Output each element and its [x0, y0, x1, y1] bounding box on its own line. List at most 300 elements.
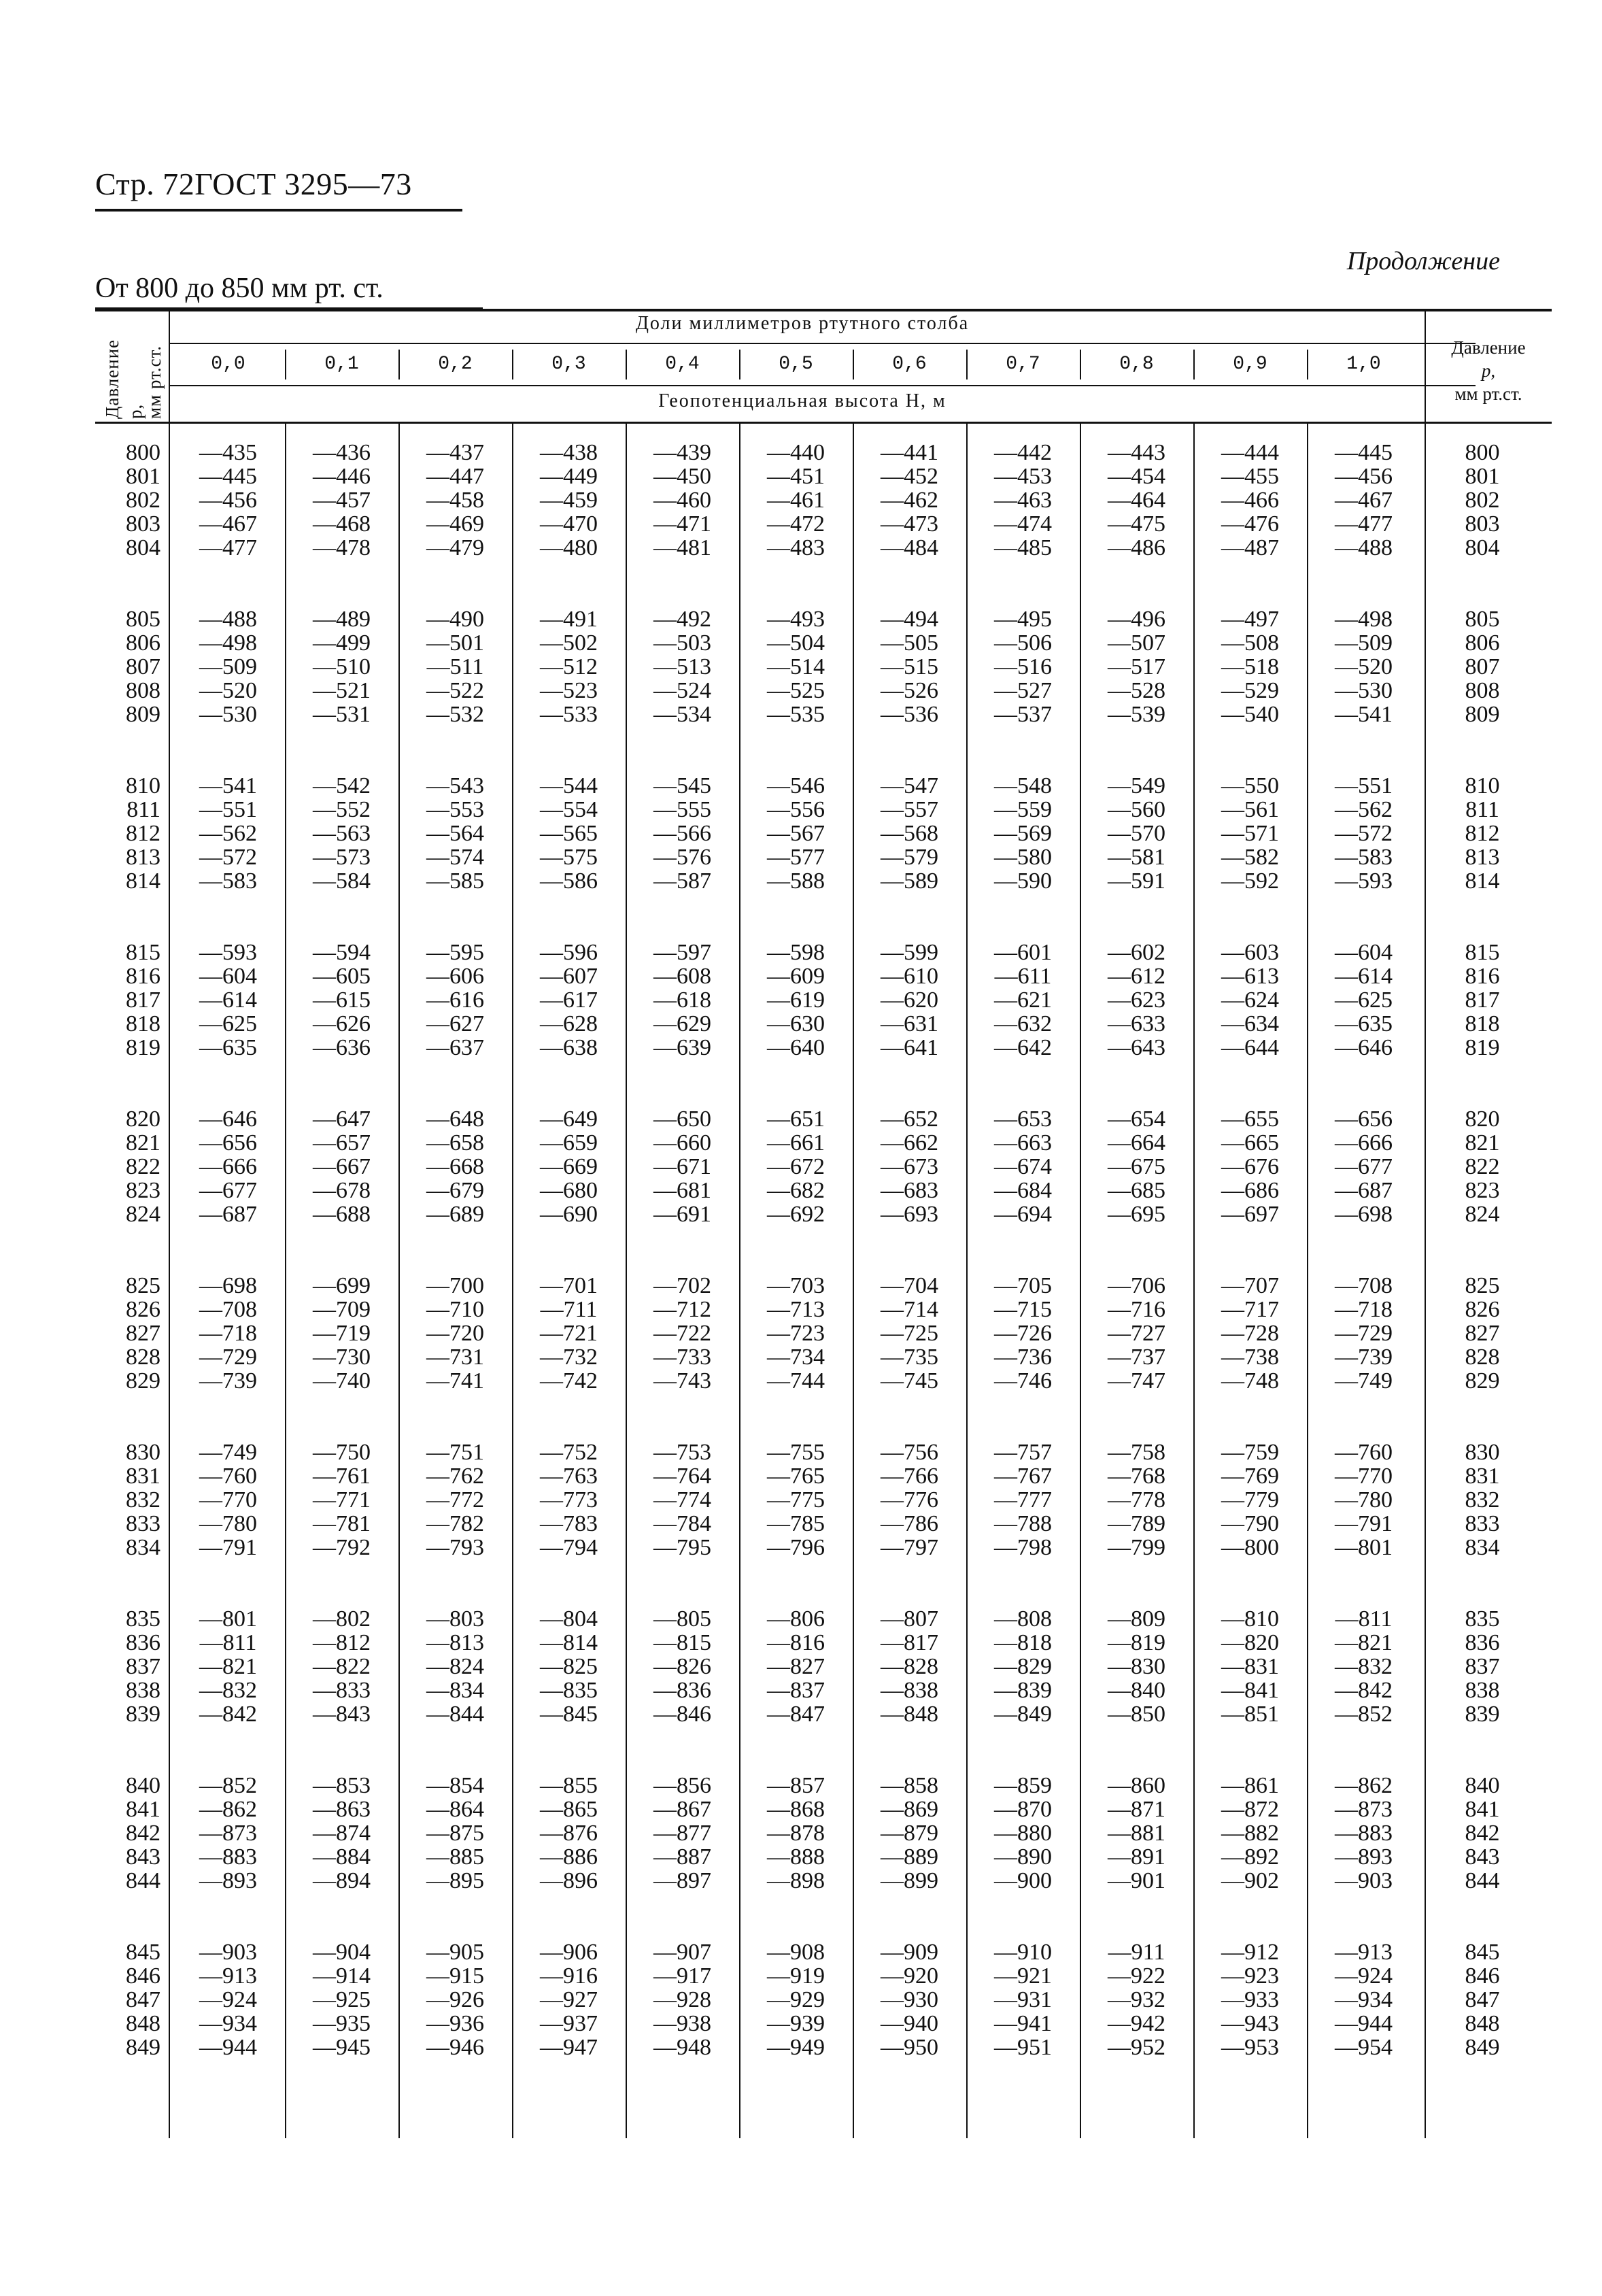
- height-value: —908: [767, 1940, 825, 1965]
- height-value: —799: [1108, 1535, 1165, 1560]
- height-value: —800: [1221, 1535, 1279, 1560]
- height-value: —844: [426, 1702, 484, 1727]
- height-value: —533: [540, 702, 598, 727]
- value-column: [528, 941, 610, 1060]
- height-value: —474: [994, 511, 1052, 537]
- height-value: —687: [199, 1202, 257, 1227]
- pressure-value: 803: [126, 511, 160, 537]
- height-value: —874: [313, 1821, 371, 1846]
- height-value: —457: [313, 488, 371, 513]
- height-value: —590: [994, 868, 1052, 894]
- value-column: [1323, 1607, 1405, 1726]
- height-value: —845: [540, 1702, 598, 1727]
- height-value: —454: [1108, 464, 1165, 489]
- value-column: [301, 1107, 383, 1226]
- height-value: —532: [426, 702, 484, 727]
- height-value: —773: [540, 1487, 598, 1513]
- value-column: [755, 1607, 837, 1726]
- height-value: —461: [767, 488, 825, 513]
- height-value: —822: [313, 1654, 371, 1679]
- pressure-column-right: [1438, 1274, 1527, 1393]
- height-value: —836: [653, 1678, 711, 1703]
- height-value: —811: [199, 1630, 257, 1655]
- pressure-value: 824: [1465, 1202, 1500, 1227]
- height-value: —680: [540, 1178, 598, 1203]
- value-column: [755, 1774, 837, 1893]
- height-value: —571: [1221, 821, 1279, 846]
- height-value: —597: [653, 940, 711, 965]
- height-value: —750: [313, 1440, 371, 1465]
- height-value: —903: [1335, 1868, 1393, 1893]
- height-value: —449: [540, 464, 598, 489]
- height-value: —647: [313, 1107, 371, 1132]
- table-top-rule: [95, 309, 1552, 311]
- height-value: —581: [1108, 845, 1165, 870]
- height-value: —792: [313, 1535, 371, 1560]
- height-value: —572: [1335, 821, 1393, 846]
- height-value: —927: [540, 1987, 598, 2012]
- height-value: —764: [653, 1464, 711, 1489]
- height-value: —791: [1335, 1511, 1393, 1536]
- pressure-value: 827: [1465, 1321, 1500, 1346]
- left-header-line-2: р,: [125, 403, 146, 419]
- height-value: —751: [426, 1440, 484, 1465]
- value-column: [1096, 1607, 1178, 1726]
- height-value: —666: [1335, 1130, 1393, 1155]
- height-value: —804: [540, 1606, 598, 1632]
- value-column: [1210, 1940, 1291, 2059]
- value-column: [301, 1440, 383, 1559]
- pressure-value: 849: [1465, 2035, 1500, 2060]
- height-value: —761: [313, 1464, 371, 1489]
- height-value: —636: [313, 1035, 371, 1060]
- height-value: —488: [1335, 535, 1393, 560]
- value-column: [301, 1940, 383, 2059]
- column-label: 0,2: [438, 354, 473, 375]
- height-value: —884: [313, 1844, 371, 1870]
- height-value: —535: [767, 702, 825, 727]
- height-value: —445: [199, 464, 257, 489]
- column-label: 0,7: [1006, 354, 1040, 375]
- value-column: [1323, 941, 1405, 1060]
- height-value: —476: [1221, 511, 1279, 537]
- pressure-value: 811: [126, 797, 160, 822]
- pressure-value: 802: [126, 488, 160, 513]
- height-value: —551: [199, 797, 257, 822]
- height-value: —903: [199, 1940, 257, 1965]
- pressure-value: 800: [1465, 440, 1500, 465]
- value-column: [301, 441, 383, 560]
- height-value: —924: [199, 1987, 257, 2012]
- height-value: —565: [540, 821, 598, 846]
- value-column: [983, 774, 1064, 893]
- height-value: —625: [1335, 987, 1393, 1013]
- column-label: 0,6: [892, 354, 927, 375]
- height-value: —604: [199, 964, 257, 989]
- height-value: —450: [653, 464, 711, 489]
- pressure-value: 802: [1465, 488, 1500, 513]
- height-value: —892: [1221, 1844, 1279, 1870]
- height-value: —911: [1108, 1940, 1165, 1965]
- column-separator: [853, 350, 854, 379]
- value-column: [1210, 774, 1291, 893]
- height-value: —766: [881, 1464, 938, 1489]
- height-value: —940: [881, 2011, 938, 2036]
- height-value: —671: [653, 1154, 711, 1179]
- height-value: —875: [426, 1821, 484, 1846]
- height-value: —505: [881, 630, 938, 656]
- height-value: —529: [1221, 678, 1279, 703]
- height-value: —897: [653, 1868, 711, 1893]
- pressure-column-left: [95, 441, 160, 560]
- value-column: [983, 441, 1064, 560]
- height-value: —926: [426, 1987, 484, 2012]
- height-value: —603: [1221, 940, 1279, 965]
- column-label: 0,3: [551, 354, 586, 375]
- height-value: —477: [1335, 511, 1393, 537]
- height-value: —675: [1108, 1154, 1165, 1179]
- height-value: —466: [1221, 488, 1279, 513]
- height-value: —459: [540, 488, 598, 513]
- height-value: —528: [1108, 678, 1165, 703]
- table-vertical-rule: [398, 423, 400, 2138]
- height-value: —444: [1221, 440, 1279, 465]
- height-value: —562: [1335, 797, 1393, 822]
- height-value: —605: [313, 964, 371, 989]
- height-value: —780: [199, 1511, 257, 1536]
- column-separator: [966, 350, 968, 379]
- height-value: —708: [1335, 1273, 1393, 1298]
- pressure-value: 832: [126, 1487, 160, 1513]
- height-value: —583: [199, 868, 257, 894]
- value-column: [415, 941, 496, 1060]
- height-value: —634: [1221, 1011, 1279, 1036]
- value-column: [642, 1774, 723, 1893]
- pressure-column-right: [1438, 1774, 1527, 1893]
- height-value: —698: [199, 1273, 257, 1298]
- height-value: —441: [881, 440, 938, 465]
- height-value: —882: [1221, 1821, 1279, 1846]
- height-value: —862: [199, 1797, 257, 1822]
- height-value: —651: [767, 1107, 825, 1132]
- height-value: —542: [313, 773, 371, 798]
- pressure-value: 823: [1465, 1178, 1500, 1203]
- column-label: 0,1: [324, 354, 359, 375]
- height-value: —805: [653, 1606, 711, 1632]
- height-value: —483: [767, 535, 825, 560]
- pressure-value: 819: [126, 1035, 160, 1060]
- table-vertical-rule: [739, 423, 740, 2138]
- height-value: —826: [653, 1654, 711, 1679]
- value-column: [869, 774, 951, 893]
- height-value: —475: [1108, 511, 1165, 537]
- value-column: [869, 1440, 951, 1559]
- height-value: —526: [881, 678, 938, 703]
- pressure-column-right: [1438, 774, 1527, 893]
- height-value: —709: [313, 1297, 371, 1322]
- height-value: —907: [653, 1940, 711, 1965]
- height-value: —945: [313, 2035, 371, 2060]
- pressure-value: 809: [126, 702, 160, 727]
- height-value: —772: [426, 1487, 484, 1513]
- pressure-value: 822: [1465, 1154, 1500, 1179]
- height-value: —586: [540, 868, 598, 894]
- value-column: [188, 441, 269, 560]
- right-header-line-2: р,: [1481, 360, 1496, 381]
- height-value: —591: [1108, 868, 1165, 894]
- height-value: —469: [426, 511, 484, 537]
- height-value: —949: [767, 2035, 825, 2060]
- height-value: —700: [426, 1273, 484, 1298]
- height-value: —443: [1108, 440, 1165, 465]
- height-value: —816: [767, 1630, 825, 1655]
- height-value: —702: [653, 1273, 711, 1298]
- height-value: —556: [767, 797, 825, 822]
- pressure-column-left: [95, 774, 160, 893]
- height-value: —555: [653, 797, 711, 822]
- height-value: —843: [313, 1702, 371, 1727]
- height-value: —780: [1335, 1487, 1393, 1513]
- value-column: [1323, 1440, 1405, 1559]
- value-column: [1096, 1274, 1178, 1393]
- height-value: —489: [313, 607, 371, 632]
- height-value: —812: [313, 1630, 371, 1655]
- height-value: —497: [1221, 607, 1279, 632]
- height-value: —768: [1108, 1464, 1165, 1489]
- pressure-value: 847: [126, 1987, 160, 2012]
- height-value: —901: [1108, 1868, 1165, 1893]
- pressure-value: 845: [126, 1940, 160, 1965]
- height-value: —513: [653, 654, 711, 679]
- value-column: [1096, 441, 1178, 560]
- pressure-value: 815: [126, 940, 160, 965]
- height-value: —815: [653, 1630, 711, 1655]
- height-value: —588: [767, 868, 825, 894]
- height-value: —672: [767, 1154, 825, 1179]
- height-value: —627: [426, 1011, 484, 1036]
- pressure-column-left: [95, 941, 160, 1060]
- height-value: —607: [540, 964, 598, 989]
- value-column: [642, 941, 723, 1060]
- height-value: —774: [653, 1487, 711, 1513]
- column-label: 0,9: [1233, 354, 1267, 375]
- height-value: —711: [540, 1297, 598, 1322]
- value-column: [1210, 607, 1291, 726]
- value-column: [1323, 1107, 1405, 1226]
- pressure-column-left: [95, 1440, 160, 1559]
- value-column: [983, 941, 1064, 1060]
- height-value: —614: [1335, 964, 1393, 989]
- height-value: —828: [881, 1654, 938, 1679]
- height-value: —720: [426, 1321, 484, 1346]
- height-value: —923: [1221, 1963, 1279, 1989]
- height-value: —595: [426, 940, 484, 965]
- height-value: —723: [767, 1321, 825, 1346]
- height-value: —512: [540, 654, 598, 679]
- value-column: [642, 1440, 723, 1559]
- height-value: —470: [540, 511, 598, 537]
- pressure-value: 827: [126, 1321, 160, 1346]
- pressure-value: 824: [126, 1202, 160, 1227]
- value-column: [528, 1274, 610, 1393]
- value-column: [1210, 1774, 1291, 1893]
- height-value: —480: [540, 535, 598, 560]
- height-value: —891: [1108, 1844, 1165, 1870]
- pressure-value: 805: [1465, 607, 1500, 632]
- height-value: —520: [1335, 654, 1393, 679]
- pressure-value: 830: [1465, 1440, 1500, 1465]
- height-value: —913: [199, 1963, 257, 1989]
- height-value: —508: [1221, 630, 1279, 656]
- height-value: —890: [994, 1844, 1052, 1870]
- height-value: —784: [653, 1511, 711, 1536]
- height-value: —435: [199, 440, 257, 465]
- height-value: —677: [1335, 1154, 1393, 1179]
- height-value: —583: [1335, 845, 1393, 870]
- pressure-value: 826: [1465, 1297, 1500, 1322]
- value-column: [188, 1940, 269, 2059]
- height-value: —835: [540, 1678, 598, 1703]
- height-value: —621: [994, 987, 1052, 1013]
- height-value: —704: [881, 1273, 938, 1298]
- height-value: —585: [426, 868, 484, 894]
- table-vertical-rule: [966, 423, 968, 2138]
- height-value: —771: [313, 1487, 371, 1513]
- height-value: —692: [767, 1202, 825, 1227]
- pressure-value: 847: [1465, 1987, 1500, 2012]
- height-value: —638: [540, 1035, 598, 1060]
- height-value: —514: [767, 654, 825, 679]
- height-value: —912: [1221, 1940, 1279, 1965]
- height-value: —802: [313, 1606, 371, 1632]
- value-column: [1096, 607, 1178, 726]
- height-value: —445: [1335, 440, 1393, 465]
- value-column: [755, 941, 837, 1060]
- pressure-value: 813: [126, 845, 160, 870]
- height-value: —821: [1335, 1630, 1393, 1655]
- column-separator: [626, 350, 627, 379]
- value-column: [415, 1774, 496, 1893]
- height-value: —749: [1335, 1368, 1393, 1394]
- height-value: —569: [994, 821, 1052, 846]
- height-value: —676: [1221, 1154, 1279, 1179]
- height-value: —770: [199, 1487, 257, 1513]
- height-value: —801: [199, 1606, 257, 1632]
- height-value: —649: [540, 1107, 598, 1132]
- pressure-column-right: [1438, 1607, 1527, 1726]
- pressure-value: 808: [1465, 678, 1500, 703]
- value-column: [983, 607, 1064, 726]
- height-value: —635: [1335, 1011, 1393, 1036]
- pressure-value: 818: [126, 1011, 160, 1036]
- height-value: —759: [1221, 1440, 1279, 1465]
- height-value: —467: [1335, 488, 1393, 513]
- height-value: —946: [426, 2035, 484, 2060]
- height-value: —561: [1221, 797, 1279, 822]
- height-value: —712: [653, 1297, 711, 1322]
- value-column: [1096, 941, 1178, 1060]
- height-value: —739: [199, 1368, 257, 1394]
- pressure-value: 841: [1465, 1797, 1500, 1822]
- value-column: [983, 1607, 1064, 1726]
- height-value: —460: [653, 488, 711, 513]
- height-value: —947: [540, 2035, 598, 2060]
- pressure-value: 836: [126, 1630, 160, 1655]
- value-column: [415, 1107, 496, 1226]
- height-value: —880: [994, 1821, 1052, 1846]
- value-column: [1210, 1440, 1291, 1559]
- pressure-value: 838: [1465, 1678, 1500, 1703]
- height-value: —625: [199, 1011, 257, 1036]
- height-value: —718: [199, 1321, 257, 1346]
- height-value: —479: [426, 535, 484, 560]
- height-value: —904: [313, 1940, 371, 1965]
- pressure-value: 849: [126, 2035, 160, 2060]
- value-column: [415, 441, 496, 560]
- value-column: [983, 1440, 1064, 1559]
- height-value: —807: [881, 1606, 938, 1632]
- height-value: —933: [1221, 1987, 1279, 2012]
- height-value: —527: [994, 678, 1052, 703]
- height-value: —837: [767, 1678, 825, 1703]
- height-value: —598: [767, 940, 825, 965]
- height-value: —659: [540, 1130, 598, 1155]
- pressure-value: 829: [126, 1368, 160, 1394]
- height-value: —842: [199, 1702, 257, 1727]
- height-value: —499: [313, 630, 371, 656]
- height-value: —777: [994, 1487, 1052, 1513]
- height-value: —935: [313, 2011, 371, 2036]
- height-value: —760: [199, 1464, 257, 1489]
- height-value: —921: [994, 1963, 1052, 1989]
- height-value: —727: [1108, 1321, 1165, 1346]
- height-value: —791: [199, 1535, 257, 1560]
- height-value: —748: [1221, 1368, 1279, 1394]
- height-value: —846: [653, 1702, 711, 1727]
- height-value: —451: [767, 464, 825, 489]
- group-title: Доли миллиметров ртутного столба: [635, 313, 970, 334]
- height-value: —820: [1221, 1630, 1279, 1655]
- value-column: [415, 774, 496, 893]
- pressure-value: 805: [126, 607, 160, 632]
- pressure-value: 834: [1465, 1535, 1500, 1560]
- pressure-value: 841: [126, 1797, 160, 1822]
- height-value: —540: [1221, 702, 1279, 727]
- height-value: —954: [1335, 2035, 1393, 2060]
- height-value: —715: [994, 1297, 1052, 1322]
- height-value: —834: [426, 1678, 484, 1703]
- height-value: —848: [881, 1702, 938, 1727]
- pressure-value: 846: [126, 1963, 160, 1989]
- height-value: —557: [881, 797, 938, 822]
- table-vertical-rule: [1425, 309, 1426, 2138]
- pressure-value: 830: [126, 1440, 160, 1465]
- column-separator: [512, 350, 513, 379]
- left-header-line-1: Давление: [102, 339, 122, 419]
- height-value: —817: [881, 1630, 938, 1655]
- value-column: [755, 441, 837, 560]
- height-value: —847: [767, 1702, 825, 1727]
- height-value: —674: [994, 1154, 1052, 1179]
- height-value: —769: [1221, 1464, 1279, 1489]
- height-value: —765: [767, 1464, 825, 1489]
- height-value: —713: [767, 1297, 825, 1322]
- height-value: —753: [653, 1440, 711, 1465]
- height-value: —639: [653, 1035, 711, 1060]
- value-column: [869, 1607, 951, 1726]
- height-value: —913: [1335, 1940, 1393, 1965]
- value-column: [415, 607, 496, 726]
